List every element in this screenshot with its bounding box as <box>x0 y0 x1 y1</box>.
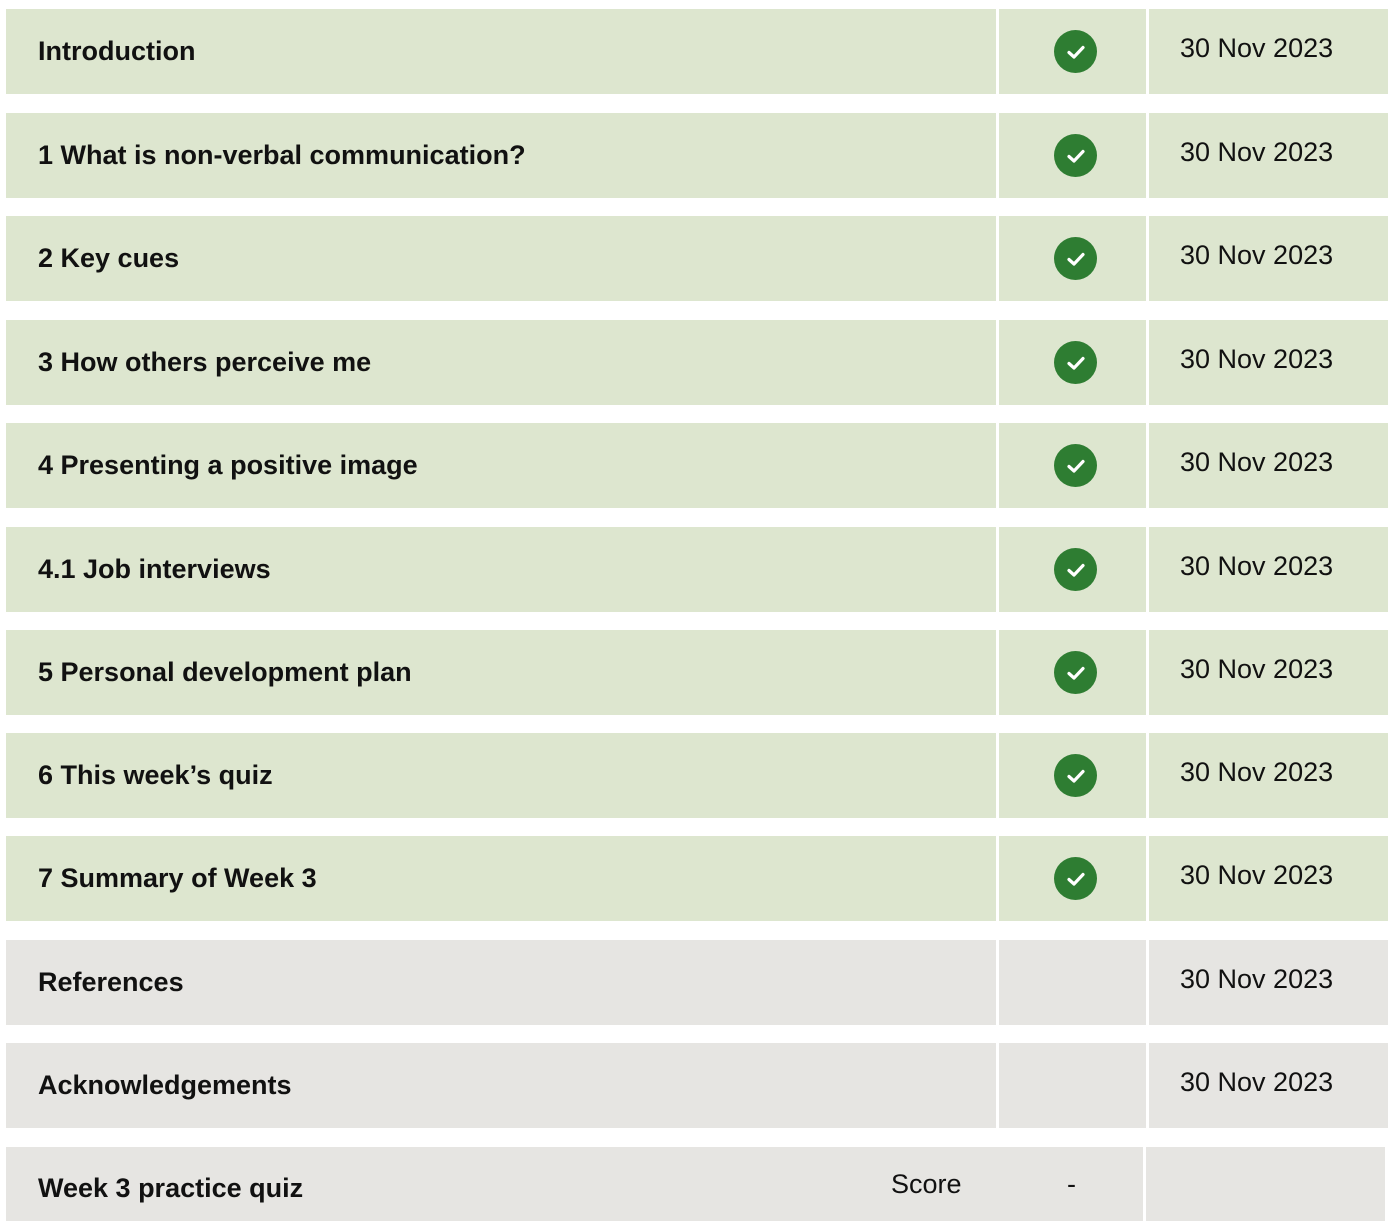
section-title-link[interactable]: 5 Personal development plan <box>6 630 996 715</box>
section-title-link[interactable]: References <box>6 940 996 1025</box>
check-circle-icon <box>1054 237 1097 280</box>
score-value: - <box>1067 1169 1076 1199</box>
completion-date: 30 Nov 2023 <box>1149 836 1388 921</box>
quiz-title-link[interactable]: Week 3 practice quiz <box>38 1172 304 1203</box>
section-title-link[interactable]: 2 Key cues <box>6 216 996 301</box>
check-circle-icon <box>1054 857 1097 900</box>
section-row <box>6 733 1388 818</box>
completion-date: 30 Nov 2023 <box>1149 113 1388 198</box>
section-row <box>6 216 1388 301</box>
completion-date: 30 Nov 2023 <box>1149 733 1388 818</box>
quiz-date-cell <box>1146 1147 1385 1221</box>
status-cell <box>999 527 1146 612</box>
section-row <box>6 423 1388 508</box>
section-title-link[interactable]: 6 This week’s quiz <box>6 733 996 818</box>
completion-date: 30 Nov 2023 <box>1149 940 1388 1025</box>
section-title-link[interactable]: 4.1 Job interviews <box>6 527 996 612</box>
status-cell <box>999 113 1146 198</box>
check-circle-icon <box>1054 341 1097 384</box>
section-title-link[interactable]: Introduction <box>6 9 996 94</box>
status-cell <box>999 423 1146 508</box>
quiz-row <box>6 1147 1388 1221</box>
check-circle-icon <box>1054 30 1097 73</box>
status-cell <box>999 320 1146 405</box>
check-circle-icon <box>1054 548 1097 591</box>
status-cell <box>999 216 1146 301</box>
status-cell <box>999 9 1146 94</box>
status-cell <box>999 836 1146 921</box>
section-row <box>6 1043 1388 1128</box>
check-circle-icon <box>1054 134 1097 177</box>
score-label: Score <box>891 1169 962 1199</box>
status-cell <box>999 1043 1146 1128</box>
section-title-link[interactable]: 1 What is non-verbal communication? <box>6 113 996 198</box>
section-title-link[interactable]: 7 Summary of Week 3 <box>6 836 996 921</box>
section-row <box>6 320 1388 405</box>
completion-date: 30 Nov 2023 <box>1149 1043 1388 1128</box>
completion-date: 30 Nov 2023 <box>1149 320 1388 405</box>
check-circle-icon <box>1054 651 1097 694</box>
section-title-link[interactable]: Acknowledgements <box>6 1043 996 1128</box>
completion-date: 30 Nov 2023 <box>1149 423 1388 508</box>
status-cell <box>999 733 1146 818</box>
status-cell <box>999 940 1146 1025</box>
status-cell <box>999 630 1146 715</box>
check-circle-icon <box>1054 444 1097 487</box>
section-title-link[interactable]: 4 Presenting a positive image <box>6 423 996 508</box>
check-circle-icon <box>1054 754 1097 797</box>
quiz-title-cell <box>6 1147 1143 1221</box>
completion-date: 30 Nov 2023 <box>1149 216 1388 301</box>
section-row <box>6 836 1388 921</box>
section-row <box>6 113 1388 198</box>
completion-date: 30 Nov 2023 <box>1149 630 1388 715</box>
section-title-link[interactable]: 3 How others perceive me <box>6 320 996 405</box>
completion-date: 30 Nov 2023 <box>1149 9 1388 94</box>
section-row <box>6 527 1388 612</box>
section-row <box>6 9 1388 94</box>
completion-date: 30 Nov 2023 <box>1149 527 1388 612</box>
section-row <box>6 630 1388 715</box>
section-row <box>6 940 1388 1025</box>
